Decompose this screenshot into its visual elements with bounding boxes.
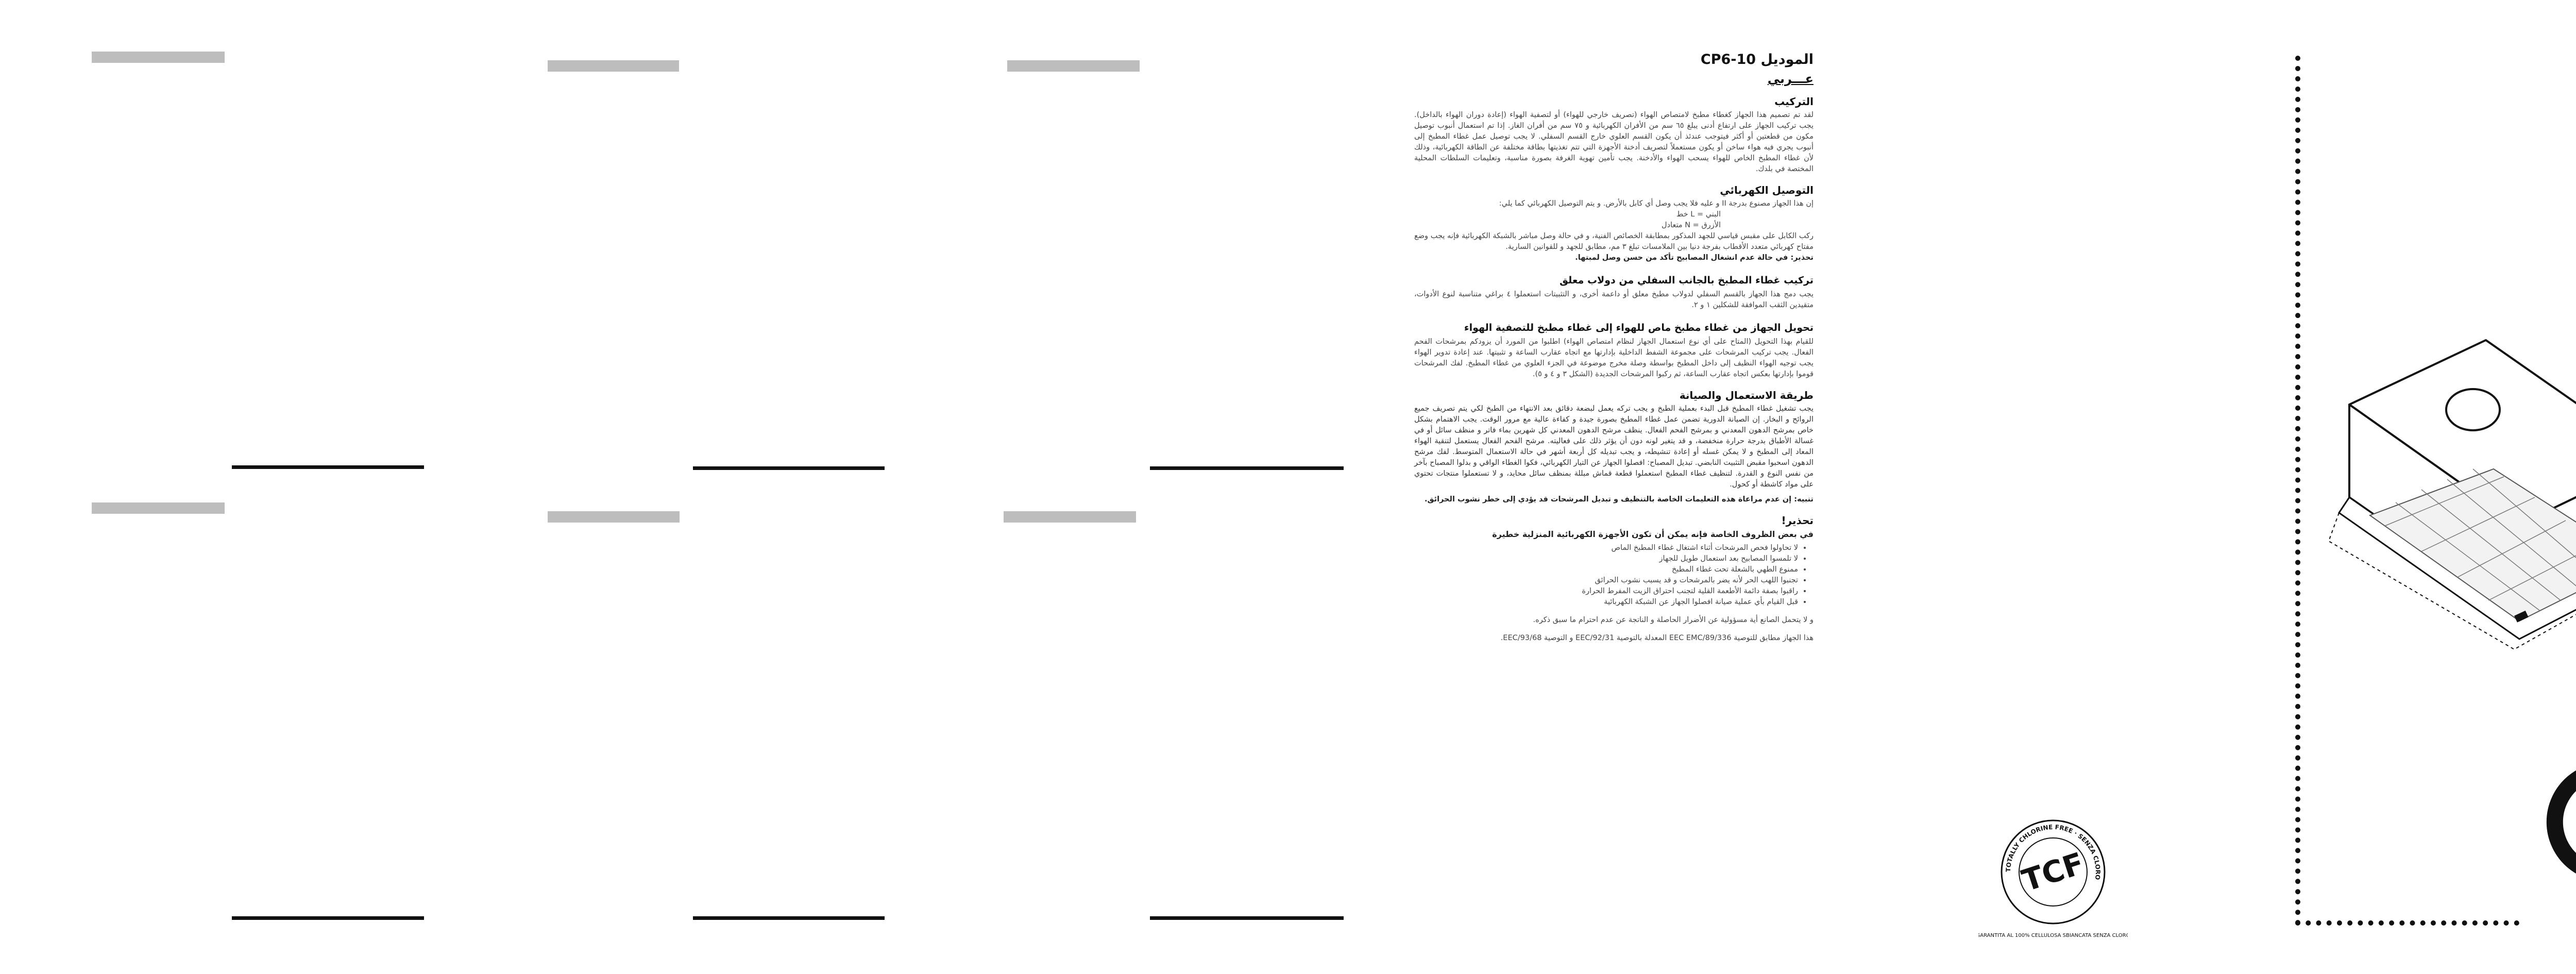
operation-heading: طريقة الاستعمال والصيانة	[1679, 389, 1814, 401]
installation-text: لقد تم تصميم هذا الجهاز كغطاء مطبخ لامتصاص الهواء (تصريف خارجي للهواء) أو لتصفية الهواء (إعادة دوران الهواء بالداخل). يجب تركيب الجهاز على ارتفاع أدنى يبلغ ٦٥ سم من الأفران الكهربائية و ٧٥ سم من أفران الغاز. إذا تم استعمال أنبوب توصيل مكون من قطعتين أو أكثر فيتوجب عندئذ أن يكون القسم العلوي خارج القسم السفلي. لا يجب توصيل عمل غطاء المطبخ إلى أنبوب يجري فيه هواء ساخن أو يكون مستعملاً لتصريف أدخنة الأجهزة التي تتم تغذيتها بطاقة مختلفة عن الطاقة الكهربائية، وذلك لأن غطاء المطبخ الخاص للهواء يسحب الهواء والأدخنة. يجب تأمين تهوية الغرفة بصورة مناسبة، وتعليمات السلطات المحلية المختصة في بلدك.	[1414, 111, 1814, 173]
panel-1-bottom-rule	[232, 465, 424, 469]
tcf-bottom-text: GARANTITA AL 100% CELLULOSA SBIANCATA SENZA CLORO	[1978, 933, 2128, 938]
panel-2-bottom-rule	[693, 466, 885, 470]
ce-mark	[2545, 758, 2576, 886]
cooker-hood-illustration	[2318, 330, 2576, 649]
mounting-text: يجب دمج هذا الجهاز بالقسم السفلي لدولاب مطبخ معلق أو داعمة أخرى، و التثبيتات استعملوا ٤ براغي متناسبة لنوع الأدوات، متقيدين الثقب الموافقة للشكلين ١ و ٢.	[1414, 290, 1814, 309]
hood-outlet-opening	[2446, 389, 2500, 430]
electrical-heading: التوصيل الكهربائي	[1720, 184, 1814, 196]
caution-subheading: في بعض الظروف الخاصة فإنه يمكن أن تكون الأجهزة الكهربائية المنزلية خطيرة	[1492, 529, 1814, 539]
panel-3-bottom-rule	[1150, 466, 1344, 470]
caution-heading: تحذير!	[1781, 514, 1814, 527]
operation-text-bold: تنبيه: إن عدم مراعاة هذه التعليمات الخاصة بالتنظيف و تبديل المرشحات قد يؤدي إلى خطر نشوب الحرائق.	[1425, 495, 1814, 503]
mounting-heading: تركيب غطاء المطبخ بالجانب السفلي من دولاب معلق	[1560, 275, 1814, 286]
caution-item: • تجنبوا اللهب الحر لأنه يضر بالمرشحات و قد يسبب نشوب الحرائق	[1414, 575, 1798, 586]
panel-5-bottom-rule	[693, 916, 885, 920]
caution-item: • لا تحاولوا فحص المرشحات أثناء اشتغال غطاء المطبخ الماص	[1414, 543, 1798, 553]
panel-1-header-bar	[92, 52, 225, 63]
tcf-seal-icon	[1978, 814, 2128, 943]
caution-item: • لا تلمسوا المصابيح بعد استعمال طويل للجهاز	[1414, 553, 1798, 564]
panel-5-header-bar	[548, 511, 680, 523]
liability-note: و لا يتحمل الصانع أية مسؤولية عن الأضرار الحاصلة و الناتجة عن عدم احترام ما سبق ذكره.	[1533, 616, 1814, 624]
electrical-text: إن هذا الجهاز مصنوع بدرجة II و عليه فلا يجب وصل أي كابل بالأرض. و يتم التوصيل الكهربائي كما يلي:	[1499, 199, 1814, 208]
language-heading: عـــربي	[1767, 72, 1814, 86]
model-title	[1414, 52, 1814, 68]
wire-brown: البني = L خط	[1676, 210, 1721, 219]
model-code: CP6-10	[1700, 52, 1756, 68]
tcf-label: TCF	[2018, 845, 2089, 899]
tcf-logo	[1978, 814, 2128, 943]
ce-mark-icon	[2545, 758, 2576, 886]
caution-item: • قبل القيام بأي عملية صيانة افصلوا الجهاز عن الشبكة الكهربائية	[1414, 597, 1798, 608]
panel-6-header-bar	[1004, 511, 1136, 523]
tcf-ring-text: TOTALLY CHLORINE FREE · SENZA CLORO	[2004, 823, 2102, 881]
wire-blue: الأزرق = N متعادل	[1662, 221, 1721, 229]
operation-text: يجب تشغيل غطاء المطبخ قبل البدء بعملية الطبخ و يجب تركه يعمل لبضعة دقائق بعد الانتهاء من الطبخ لكي يتم تصريف جميع الروائح و البخار. إن الصيانة الدورية تضمن عمل غطاء المطبخ بصورة جيدة و كفاءة عالية مع مرور الوقت. يجب الاهتمام بشكل خاص بمرشح الدهون المعدني و بمرشح الفحم الفعال. ينظف مرشح الدهون المعدني كل شهرين بماء فاتر و منظف سائل أو في غسالة الأطباق بدرجة حرارة منخفضة، و قد يتغير لونه دون أن يؤثر ذلك على فعاليته. مرشح الفحم الفعال يستعمل لتنقية الهواء المعاد إلى المطبخ و لا يمكن غسله أو إعادة تنشيطه، و يجب تبديله كل أربعة أشهر في حالة الاستعمال المتوسط. لفك مرشح الدهون اسحبوا مقبض التثبيت النابضي. تبديل المصباح: افصلوا الجهاز عن التيار الكهربائي، فكوا الغطاء الواقي و بدلوا المصباح بآخر من نفس النوع و القدرة. لتنظيف غطاء المطبخ استعملوا قطعة قماش مبللة بمنظف سائل محايد، و لا تستعملوا منتجات تحتوي على مواد كاشطة أو كحول.	[1414, 405, 1814, 489]
model-label: الموديل	[1760, 52, 1814, 68]
panel-3-header-bar	[1007, 60, 1140, 72]
caution-item: • ممنوع الطهي بالشعلة تحت غطاء المطبخ	[1414, 564, 1798, 575]
panel-4-header-bar	[92, 502, 225, 514]
arabic-instructions	[1414, 52, 1814, 959]
compliance-note: هذا الجهاز مطابق للتوصية 89/336/EEC EMC المعدلة بالتوصية 92/31/EEC و التوصية 93/68/EEC.	[1500, 634, 1814, 642]
electrical-warning: تحذير: في حالة عدم انشغال المصابيح تأكد من حسن وصل لمبتها.	[1575, 254, 1814, 262]
installation-heading: التركيب	[1774, 95, 1814, 108]
panel-2-header-bar	[548, 60, 679, 72]
caution-item: • راقبوا بصفة دائمة الأطعمة القلية لتجنب احتراق الزيت المفرط الحرارة	[1414, 586, 1798, 597]
conversion-text: للقيام بهذا التحويل (المتاح على أي نوع استعمال الجهاز لنظام امتصاص الهواء) اطلبوا من المورد أن يزودكم بمرشحات الفحم الفعال. يجب تركيب المرشحات على مجموعة الشفط الداخلية بإدارتها مع اتجاه عقارب الساعة و تثبيتها. عند إعادة تدوير الهواء يجب توجيه الهواء النظيف إلى داخل المطبخ بواسطة وصلة مخرج موضوعة في الجزء العلوي من غطاء المطبخ. لفك المرشحات قوموا بإدارتها بعكس اتجاه عقارب الساعة، ثم ركبوا المرشحات الجديدة (الشكل ٣ و ٤ و ٥).	[1414, 338, 1814, 378]
panel-6-bottom-rule	[1150, 916, 1344, 920]
caution-list	[1414, 543, 1798, 608]
conversion-heading: تحويل الجهاز من غطاء مطبخ ماص للهواء إلى غطاء مطبخ للتصفية الهواء	[1464, 322, 1814, 333]
electrical-text-2: ركب الكابل على مقبس قياسي للجهد المذكور بمطابقة الخصائص الفنية، و في حالة وصل مباشر بالشبكة الكهربائية فإنه يجب وضع مفتاح كهربائي متعدد الأقطاب بفرجة دنيا بين الملامسات تبلغ ٣ مم، مطابق للجهد و للقوانين السارية.	[1414, 232, 1814, 251]
panel-4-bottom-rule	[232, 916, 424, 920]
